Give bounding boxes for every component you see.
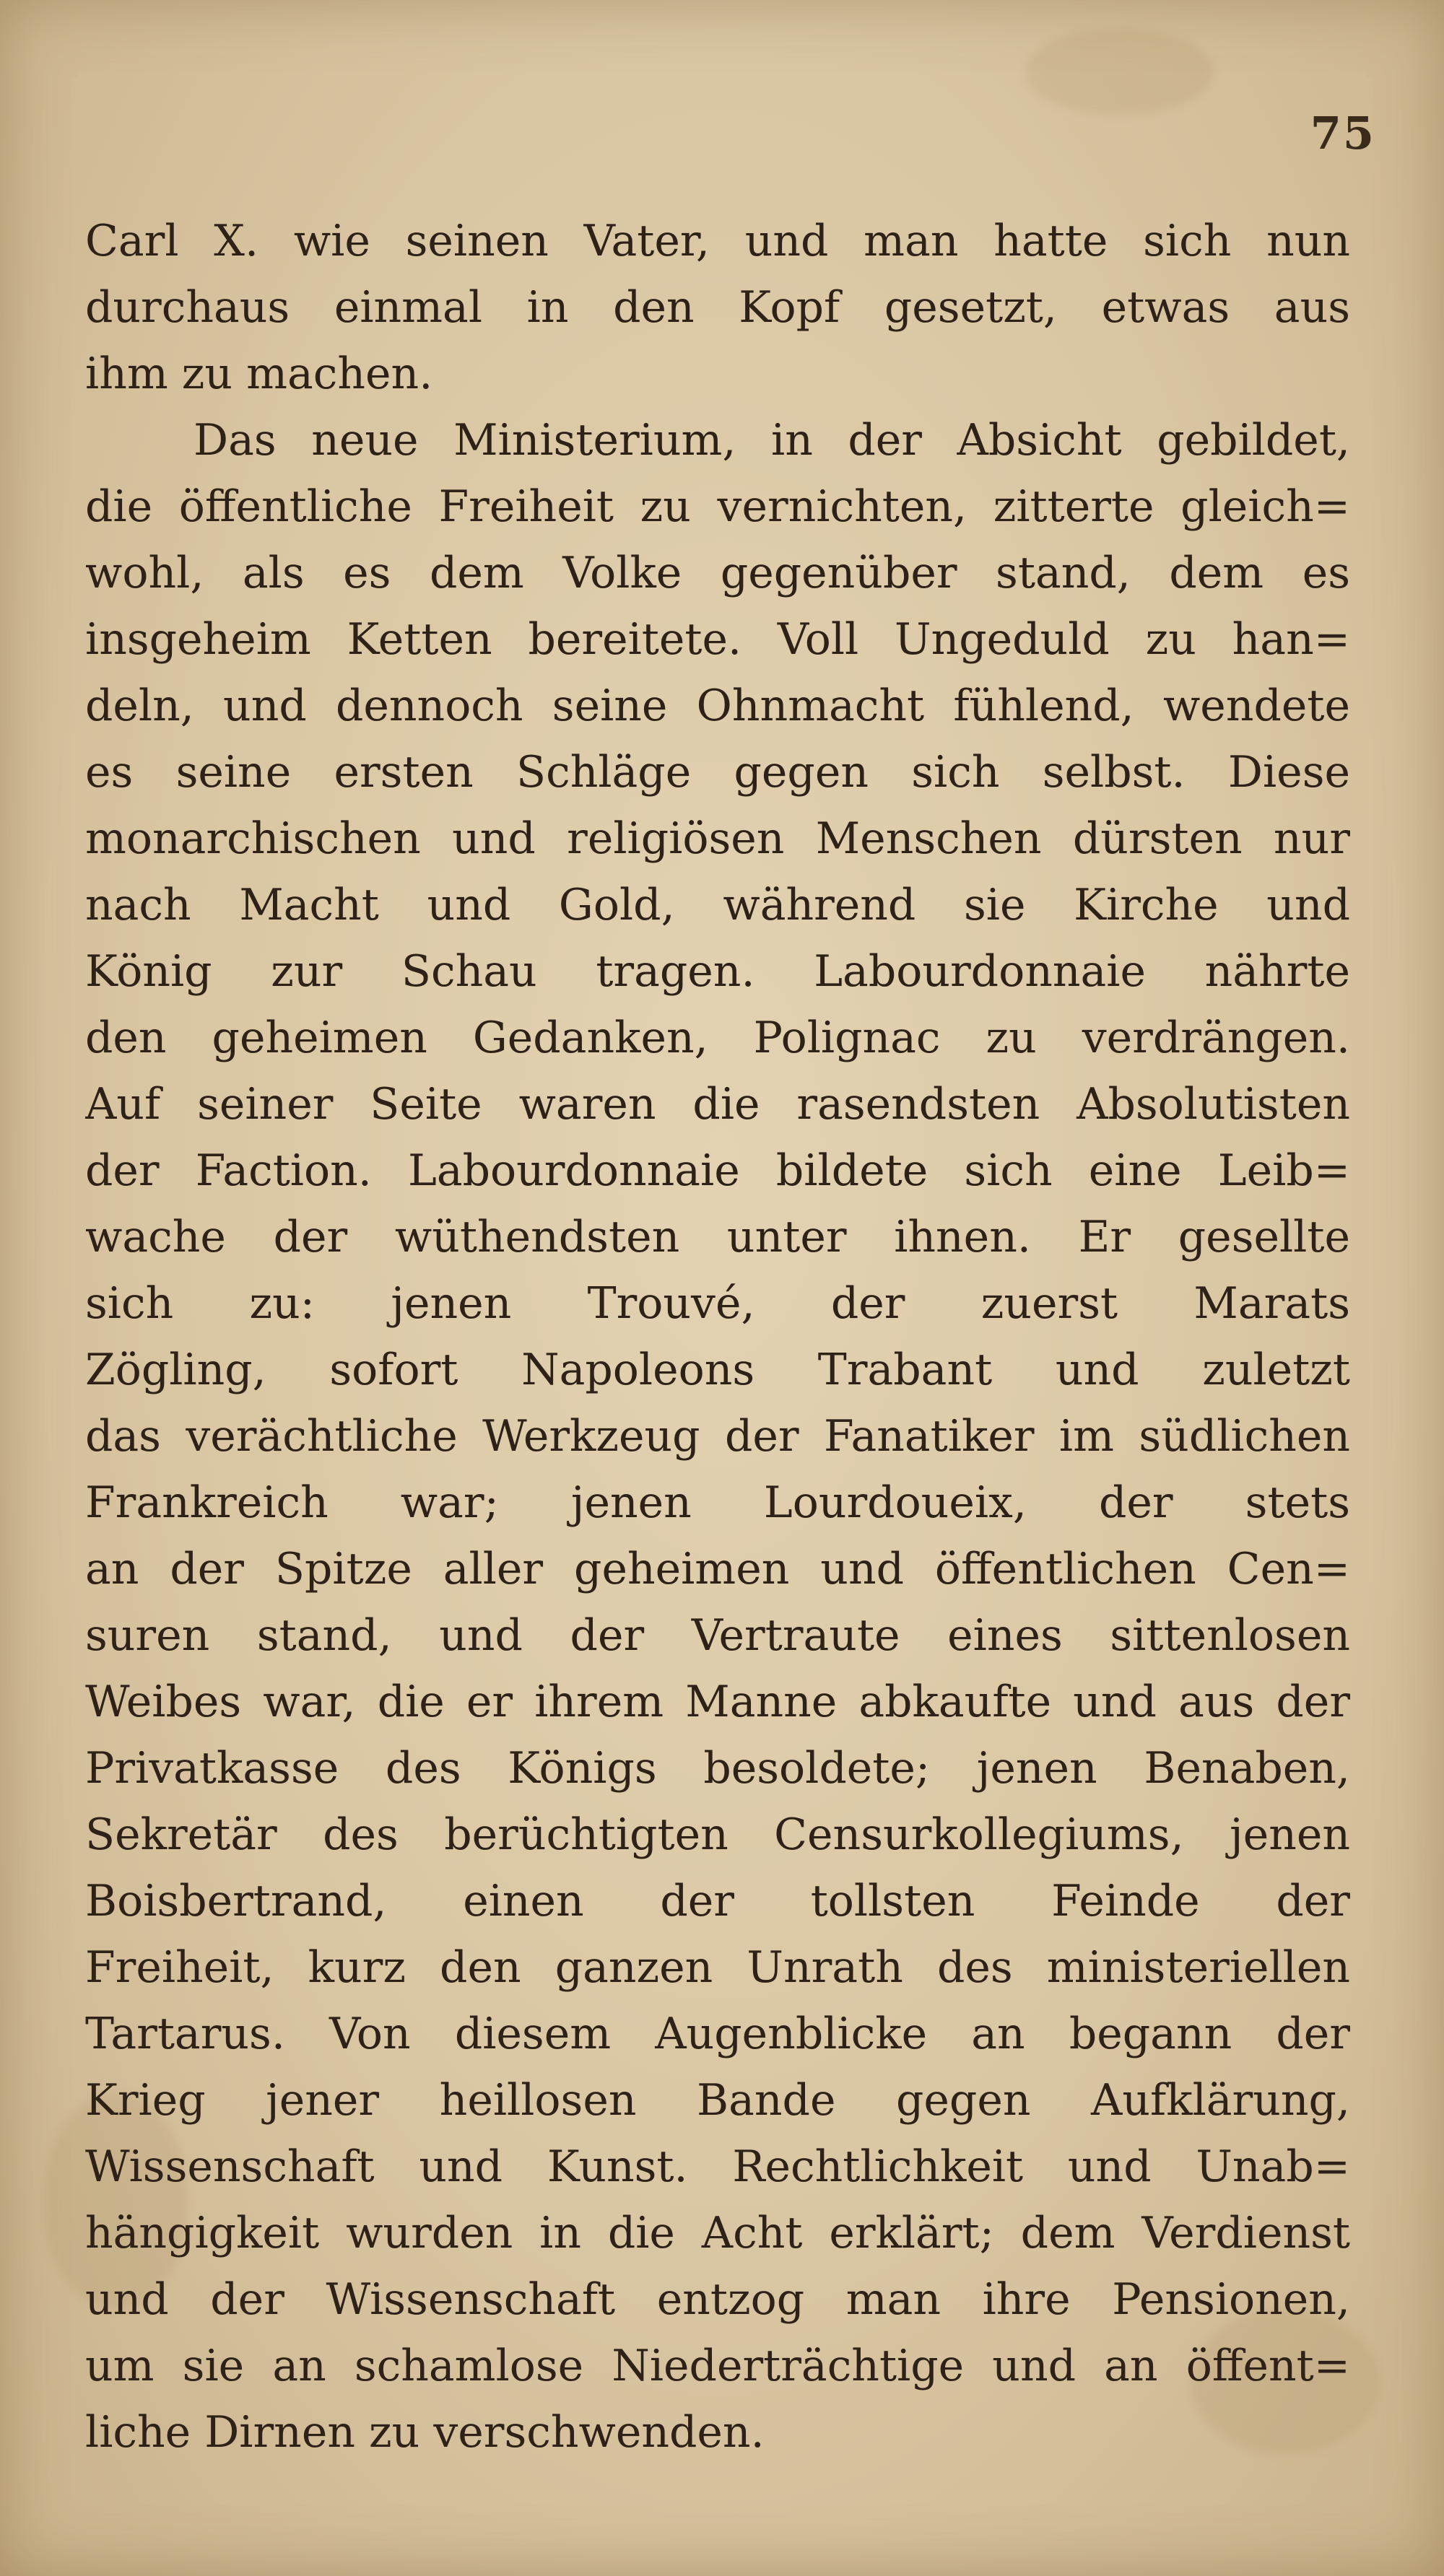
text-line: an der Spitze aller geheimen und öffentlichen Cen= [85, 1544, 1350, 1594]
text-line: monarchischen und religiösen Menschen dürsten nur [85, 813, 1350, 864]
text-line: den geheimen Gedanken, Polignac zu verdrängen. [85, 1013, 1350, 1063]
text-line: die öffentliche Freiheit zu vernichten, zitterte gleich= [85, 481, 1350, 532]
text-line: Krieg jener heillosen Bande gegen Aufklärung, [85, 2075, 1350, 2126]
text-line: Sekretär des berüchtigten Censurkollegiums, jenen [85, 1809, 1350, 1860]
text-line: Frankreich war; jenen Lourdoueix, der stets [85, 1477, 1350, 1528]
text-line: Carl X. wie seinen Vater, und man hatte sich nun [85, 216, 1350, 266]
text-line: ihm zu machen. [85, 349, 433, 399]
text-line: wache der wüthendsten unter ihnen. Er gesellte [85, 1212, 1350, 1262]
text-line: deln, und dennoch seine Ohnmacht fühlend, wendete [85, 681, 1350, 731]
text-line: um sie an schamlose Niederträchtige und an öffent= [85, 2341, 1350, 2391]
text-line: König zur Schau tragen. Labourdonnaie nährte [85, 946, 1350, 997]
text-line: Weibes war, die er ihrem Manne abkaufte und aus der [85, 1677, 1350, 1727]
text-line: Tartarus. Von diesem Augenblicke an begann der [85, 2009, 1350, 2059]
text-line: wohl, als es dem Volke gegenüber stand, dem es [85, 548, 1350, 598]
text-line: Freiheit, kurz den ganzen Unrath des ministeriellen [85, 1942, 1350, 1993]
text-line: durchaus einmal in den Kopf gesetzt, etwas aus [85, 282, 1350, 333]
text-line: Auf seiner Seite waren die rasendsten Absolutisten [85, 1079, 1350, 1130]
text-line: und der Wissenschaft entzog man ihre Pensionen, [85, 2274, 1350, 2325]
text-line: der Faction. Labourdonnaie bildete sich eine Leib= [85, 1145, 1350, 1196]
text-line: das verächtliche Werkzeug der Fanatiker im südlichen [85, 1411, 1350, 1462]
text-line: nach Macht und Gold, während sie Kirche und [85, 880, 1350, 930]
text-line: Boisbertrand, einen der tollsten Feinde der [85, 1876, 1350, 1926]
text-line: Zögling, sofort Napoleons Trabant und zuletzt [85, 1345, 1350, 1395]
text-line: hängigkeit wurden in die Acht erklärt; dem Verdienst [85, 2208, 1350, 2258]
text-line: insgeheim Ketten bereitete. Voll Ungeduld zu han= [85, 614, 1350, 665]
text-line: es seine ersten Schläge gegen sich selbst. Diese [85, 747, 1350, 798]
paper-stain [1025, 29, 1213, 115]
page-number: 75 [1310, 107, 1375, 160]
text-line: sich zu: jenen Trouvé, der zuerst Marats [85, 1278, 1350, 1329]
text-line: suren stand, und der Vertraute eines sittenlosen [85, 1610, 1350, 1661]
body-text [85, 208, 1350, 2466]
text-line: Privatkasse des Königs besoldete; jenen Benaben, [85, 1743, 1350, 1794]
text-line: Wissenschaft und Kunst. Rechtlichkeit und Unab= [85, 2141, 1350, 2192]
text-line: Das neue Ministerium, in der Absicht gebildet, [193, 415, 1350, 466]
text-line: liche Dirnen zu verschwenden. [85, 2407, 765, 2458]
